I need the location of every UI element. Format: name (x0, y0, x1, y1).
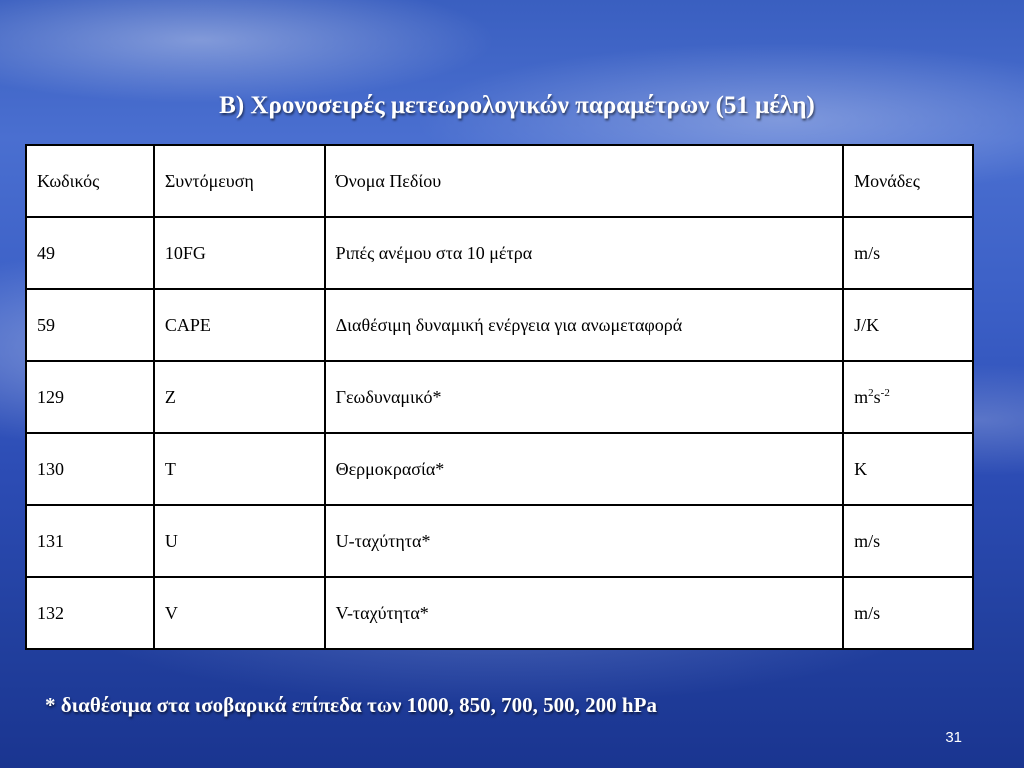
table-row (26, 289, 973, 361)
cell-code: 132 (26, 577, 154, 649)
cell-units: m/s (843, 505, 973, 577)
table-row (26, 217, 973, 289)
cell-abbreviation: CAPE (154, 289, 325, 361)
cell-abbreviation: U (154, 505, 325, 577)
table-row (26, 505, 973, 577)
unit-exponent-m: 2 (868, 386, 874, 399)
cell-field-name: U-ταχύτητα* (325, 505, 844, 577)
cell-code: 129 (26, 361, 154, 433)
cell-units: J/K (843, 289, 973, 361)
cell-code: 59 (26, 289, 154, 361)
header-field-name: Όνομα Πεδίου (325, 145, 844, 217)
cell-field-name: Διαθέσιμη δυναμική ενέργεια για ανωμεταφορά (325, 289, 844, 361)
cell-units: m/s (843, 577, 973, 649)
cell-abbreviation: V (154, 577, 325, 649)
cell-code: 49 (26, 217, 154, 289)
cell-code: 130 (26, 433, 154, 505)
cell-field-name: Θερμοκρασία* (325, 433, 844, 505)
cell-field-name: V-ταχύτητα* (325, 577, 844, 649)
cell-field-name: Γεωδυναμικό* (325, 361, 844, 433)
cell-units: m/s (843, 217, 973, 289)
cell-code: 131 (26, 505, 154, 577)
slide-title: Β) Χρονοσειρές μετεωρολογικών παραμέτρων (51 μέλη) (219, 92, 815, 119)
table-header-row (26, 145, 973, 217)
cell-abbreviation: 10FG (154, 217, 325, 289)
footnote: * διαθέσιμα στα ισοβαρικά επίπεδα των 1000, 850, 700, 500, 200 hPa (45, 693, 657, 717)
slide-number: 31 (945, 729, 962, 746)
cell-units: K (843, 433, 973, 505)
unit-base-s: s (873, 386, 881, 407)
cell-units (843, 361, 973, 433)
unit-base-m: m (854, 386, 869, 407)
cell-field-name: Ριπές ανέμου στα 10 μέτρα (325, 217, 844, 289)
table-row (26, 577, 973, 649)
cell-abbreviation: T (154, 433, 325, 505)
unit-exponent-s: -2 (880, 386, 890, 399)
cell-abbreviation: Z (154, 361, 325, 433)
table-row (26, 361, 973, 433)
header-abbreviation: Συντόμευση (154, 145, 325, 217)
header-units: Μονάδες (843, 145, 973, 217)
header-code: Κωδικός (26, 145, 154, 217)
table-row (26, 433, 973, 505)
parameters-table (25, 144, 974, 650)
